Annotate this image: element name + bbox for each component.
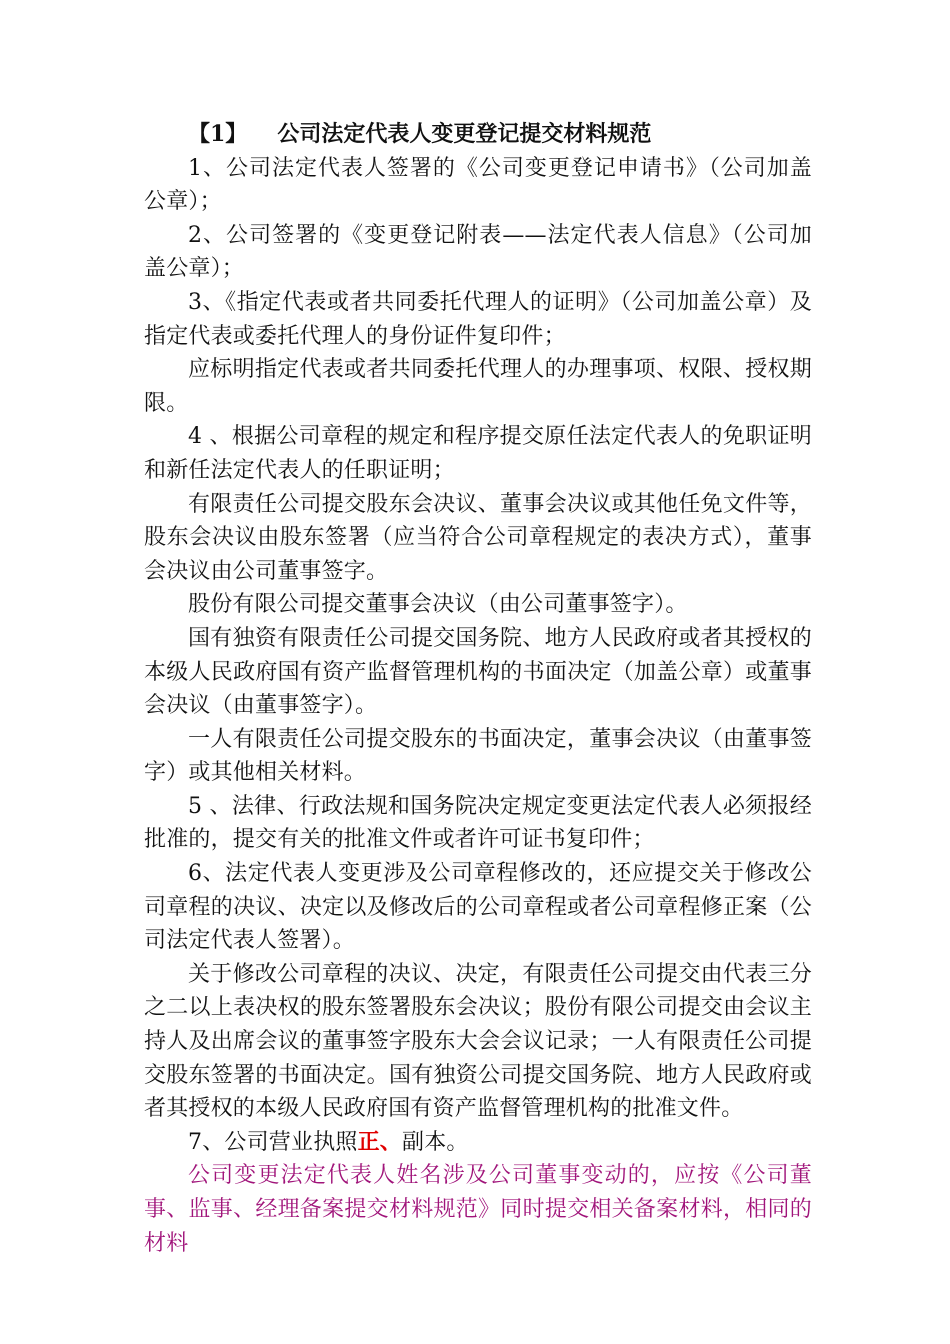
paragraph-4-joint-stock: 股份有限公司提交董事会决议（由公司董事签字）。	[188, 592, 688, 618]
paragraph-1: 1、公司法定代表人签署的《公司变更登记申请书》（公司加盖公章）；	[144, 155, 812, 215]
paragraph-5: 5 、法律、行政法规和国务院决定规定变更法定代表人必须报经批准的，提交有关的批准文件或者许可证书复印件；	[144, 793, 812, 853]
paragraph-6: 6、法定代表人变更涉及公司章程修改的，还应提交关于修改公司章程的决议、决定以及修改后的公司章程或者公司章程修正案（公司法定代表人签署）。	[144, 861, 812, 954]
director-change-note: 公司变更法定代表人姓名涉及公司董事变动的，应按《公司董事、监事、经理备案提交材料规范》同时提交相关备案材料，相同的材料	[144, 1163, 812, 1256]
paragraph-3-note: 应标明指定代表或者共同委托代理人的办理事项、权限、授权期限。	[144, 357, 812, 416]
paragraph-4-state-owned: 国有独资有限责任公司提交国务院、地方人民政府或者其授权的本级人民政府国有资产监督管理机构的书面决定（加盖公章）或董事会决议（由董事签字）。	[144, 625, 812, 719]
paragraph-4: 4 、根据公司章程的规定和程序提交原任法定代表人的免职证明和新任法定代表人的任职证明；	[144, 424, 812, 483]
paragraph-3: 3、《指定代表或者共同委托代理人的证明》（公司加盖公章）及指定代表或委托代理人的身份证件复印件；	[144, 289, 812, 349]
title-bracket: 【1】	[188, 121, 248, 147]
item7-suffix: 副本。	[402, 1129, 469, 1155]
paragraph-7	[144, 1126, 812, 1160]
item7-highlight: 正、	[357, 1128, 403, 1155]
item7-prefix: 7、公司营业执照	[188, 1129, 358, 1155]
title-text: 公司法定代表人变更登记提交材料规范	[277, 121, 652, 147]
paragraph-6-detail: 关于修改公司章程的决议、决定，有限责任公司提交由代表三分之二以上表决权的股东签署股东会决议；股份有限公司提交由会议主持人及出席会议的董事签字股东大会会议记录；一人有限责任公司提交股东签署的书面决定。国有独资公司提交国务院、地方人民政府或者其授权的本级人民政府国有资产监督管理机构的批准文件。	[144, 961, 812, 1122]
paragraph-4-llc: 有限责任公司提交股东会决议、董事会决议或其他任免文件等，股东会决议由股东签署（应当符合公司章程规定的表决方式），董事会决议由公司董事签字。	[144, 491, 812, 584]
section-title	[144, 118, 812, 152]
document-body	[144, 118, 812, 1260]
paragraph-2: 2、公司签署的《变更登记附表——法定代表人信息》（公司加盖公章）；	[144, 222, 812, 282]
paragraph-4-single-member: 一人有限责任公司提交股东的书面决定，董事会决议（由董事签字）或其他相关材料。	[144, 726, 812, 786]
